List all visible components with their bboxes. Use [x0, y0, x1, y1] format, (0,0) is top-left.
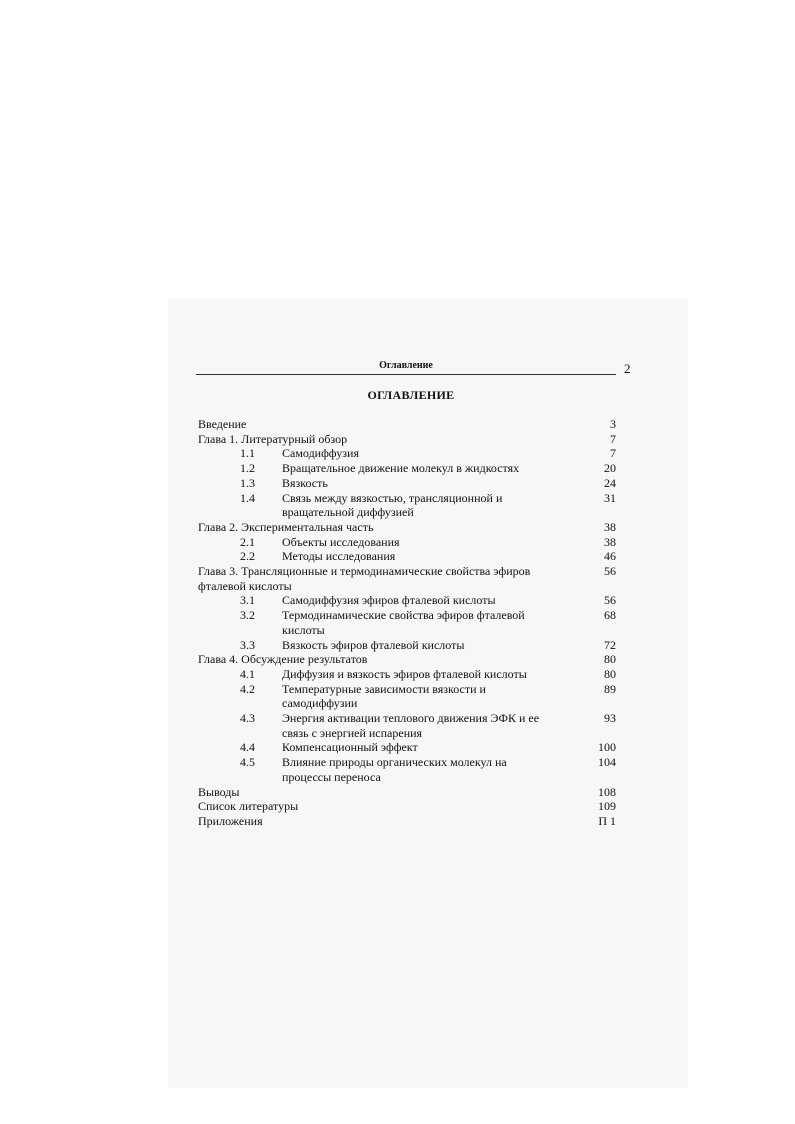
toc-section-row [198, 667, 616, 682]
toc-section-number: 1.2 [240, 461, 255, 476]
toc-chapter-row [198, 432, 616, 447]
toc-section-row [198, 593, 616, 608]
toc-entry-title: Диффузия и вязкость эфиров фталевой кислоты [282, 666, 527, 681]
toc-page-number: 7 [610, 446, 616, 461]
toc-chapter-row [198, 799, 616, 814]
toc-entry-title: Вязкость [282, 475, 328, 490]
toc-entry-title: Связь между вязкостью, трансляционной и вращательной диффузией [282, 490, 503, 520]
toc-page-number: 56 [604, 593, 616, 608]
toc-section-row [198, 491, 616, 520]
toc-section-row [198, 740, 616, 755]
toc-page-number: 108 [598, 784, 616, 799]
toc-entry-title: Температурные зависимости вязкости и самодиффузии [282, 681, 486, 711]
header-rule [196, 374, 616, 375]
toc-entry-title: Термодинамические свойства эфиров фталевой кислоты [282, 608, 525, 637]
toc-chapter-row [198, 785, 616, 800]
toc-section-number: 3.2 [240, 608, 255, 623]
table-of-contents [198, 417, 616, 829]
toc-chapter-row [198, 564, 616, 593]
toc-section-row [198, 535, 616, 550]
toc-page-number: 104 [598, 755, 616, 770]
toc-section-number: 1.3 [240, 475, 255, 490]
toc-page-number: 93 [604, 711, 616, 726]
toc-section-row [198, 682, 616, 711]
toc-entry-title: Приложения [198, 813, 263, 828]
toc-section-row [198, 638, 616, 653]
toc-section-number: 2.1 [240, 534, 255, 549]
toc-entry-title: Глава 1. Литературный обзор [198, 431, 348, 446]
toc-page-number: 80 [604, 666, 616, 681]
toc-entry-title: Самодиффузия [282, 446, 359, 461]
toc-page-number: 24 [604, 475, 616, 490]
running-head: Оглавление [379, 360, 433, 371]
toc-section-number: 3.3 [240, 637, 255, 652]
toc-section-row [198, 476, 616, 491]
toc-entry-title: Выводы [198, 784, 240, 799]
toc-page-number: 89 [604, 681, 616, 696]
toc-section-number: 4.2 [240, 681, 255, 696]
toc-entry-title: Список литературы [198, 799, 299, 814]
toc-page-number: 80 [604, 652, 616, 667]
toc-page-number: 38 [604, 534, 616, 549]
toc-section-number: 2.2 [240, 549, 255, 564]
toc-entry-title: Влияние природы органических молекул на процессы переноса [282, 755, 507, 784]
toc-section-number: 1.1 [240, 446, 255, 461]
toc-section-number: 4.1 [240, 666, 255, 681]
toc-section-row [198, 461, 616, 476]
toc-entry-title: Глава 2. Экспериментальная часть [198, 519, 374, 534]
toc-entry-title: Самодиффузия эфиров фталевой кислоты [282, 593, 496, 608]
toc-chapter-row [198, 652, 616, 667]
toc-section-number: 4.4 [240, 740, 255, 755]
toc-entry-title: Методы исследования [282, 549, 396, 564]
toc-section-row [198, 711, 616, 740]
toc-section-row [198, 608, 616, 637]
toc-page-number: 46 [604, 549, 616, 564]
toc-section-number: 1.4 [240, 490, 255, 505]
toc-page-number: 100 [598, 740, 616, 755]
toc-entry-title: Глава 3. Трансляционные и термодинамические свойства эфиров фталевой кислоты [198, 564, 531, 593]
toc-title: ОГЛАВЛЕНИЕ [367, 388, 455, 402]
toc-entry-title: Введение [198, 417, 247, 431]
toc-page-number: 20 [604, 461, 616, 476]
toc-chapter-row [198, 520, 616, 535]
toc-section-row [198, 549, 616, 564]
toc-page-number: 3 [610, 417, 616, 431]
toc-section-number: 4.5 [240, 755, 255, 770]
toc-chapter-row [198, 417, 616, 432]
page-number: 2 [624, 361, 631, 376]
toc-page-number: 38 [604, 519, 616, 534]
toc-entry-title: Энергия активации теплового движения ЭФК и ее связь с энергией испарения [282, 711, 540, 740]
toc-entry-title: Глава 4. Обсуждение результатов [198, 652, 368, 667]
toc-page-number: 7 [610, 431, 616, 446]
toc-page-number: 72 [604, 637, 616, 652]
toc-entry-title: Вязкость эфиров фталевой кислоты [282, 637, 465, 652]
toc-entry-title: Компенсационный эффект [282, 740, 418, 755]
toc-entry-title: Вращательное движение молекул в жидкостях [282, 461, 520, 476]
toc-section-row [198, 446, 616, 461]
toc-page-number: 68 [604, 608, 616, 623]
toc-page-number: 56 [604, 564, 616, 579]
toc-section-number: 4.3 [240, 711, 255, 726]
toc-page-number: 31 [604, 490, 616, 505]
toc-chapter-row [198, 814, 616, 829]
toc-section-row [198, 755, 616, 784]
toc-entry-title: Объекты исследования [282, 534, 400, 549]
toc-page-number: 109 [598, 799, 616, 814]
toc-page-number: П 1 [598, 813, 616, 828]
toc-section-number: 3.1 [240, 593, 255, 608]
